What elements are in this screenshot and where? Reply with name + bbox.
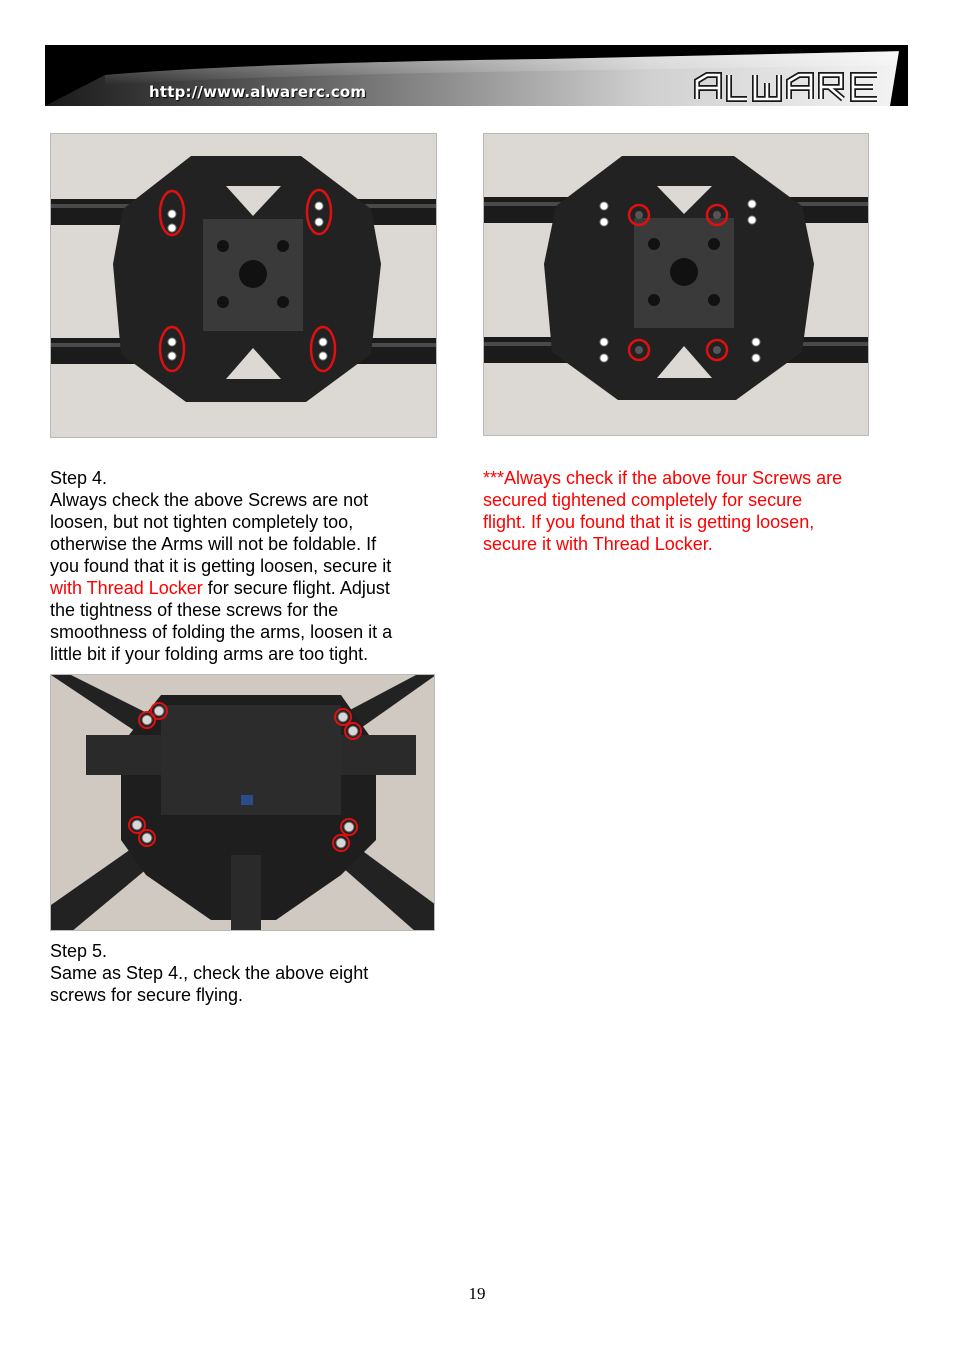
step4-line: little bit if your folding arms are too tight. <box>50 644 369 664</box>
step4-line: otherwise the Arms will not be foldable. If <box>50 534 377 554</box>
thread-locker-highlight: with Thread Locker <box>50 578 203 598</box>
header-banner <box>45 45 908 106</box>
step5-text <box>50 940 450 1006</box>
warning-line: secure it with Thread Locker. <box>483 534 713 554</box>
step4-line: loosen, but not tighten completely too, <box>50 512 354 532</box>
website-url[interactable]: http://www.alwarerc.com <box>149 83 367 101</box>
step4-line-rest: for secure flight. Adjust <box>202 578 390 598</box>
page-number: 19 <box>468 1284 486 1303</box>
step4-line: Always check the above Screws are not <box>50 490 369 510</box>
step4-line <box>50 577 450 599</box>
photo-frame-top-singles <box>483 133 869 436</box>
step4-line: the tightness of these screws for the <box>50 600 339 620</box>
step4-line: smoothness of folding the arms, loosen it a <box>50 622 393 642</box>
step4-text <box>50 467 450 665</box>
warning-line: secured tightened completely for secure <box>483 490 803 510</box>
step4-line: you found that it is getting loosen, secure it <box>50 556 392 576</box>
alware-logo <box>693 71 885 103</box>
warning-text <box>483 467 903 555</box>
warning-line: flight. If you found that it is getting loosen, <box>483 512 815 532</box>
photo-frame-top-pairs <box>50 133 437 438</box>
photo-frame-bottom-eight-screws <box>50 674 435 931</box>
step4-heading: Step 4. <box>50 468 108 488</box>
step5-heading: Step 5. <box>50 941 108 961</box>
step5-line: Same as Step 4., check the above eight <box>50 963 369 983</box>
step5-line: screws for secure flying. <box>50 985 244 1005</box>
warning-line: ***Always check if the above four Screws are <box>483 468 843 488</box>
